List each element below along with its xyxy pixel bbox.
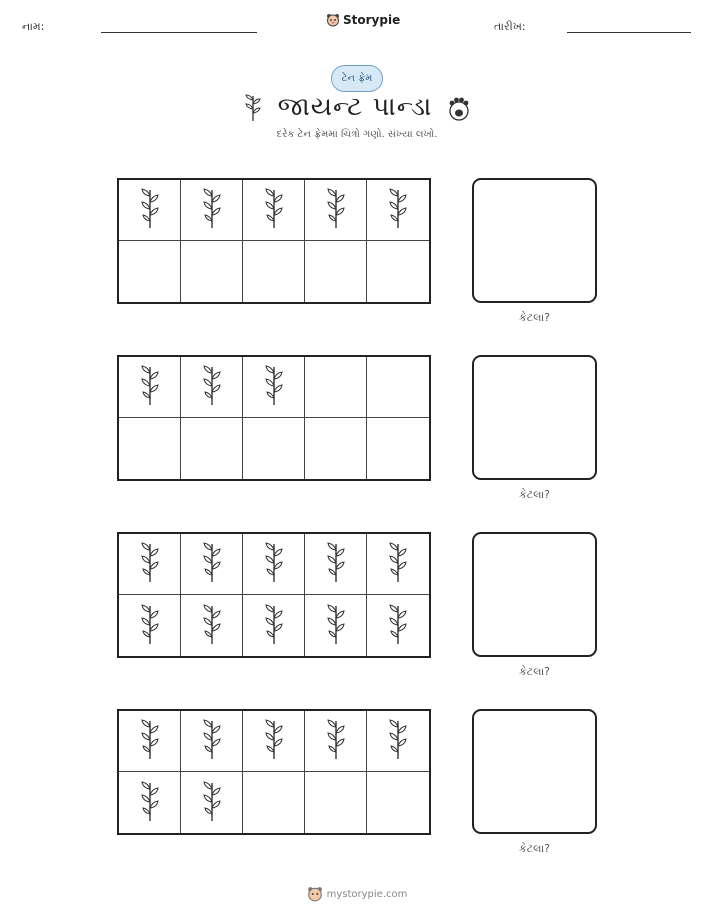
bamboo-sprout-icon <box>138 779 162 827</box>
frame-cell <box>243 711 305 772</box>
frame-cell <box>181 534 243 595</box>
brand-name: Storypie <box>343 13 401 27</box>
count-prompt: કેટલા? <box>518 488 551 501</box>
frame-cell <box>305 357 367 418</box>
bamboo-sprout-icon <box>324 602 348 650</box>
bamboo-sprout-icon <box>138 602 162 650</box>
bamboo-sprout-icon <box>200 779 224 827</box>
frame-cell <box>119 534 181 595</box>
frame-cell <box>181 595 243 656</box>
frame-cell <box>119 595 181 656</box>
bamboo-sprout-icon <box>138 717 162 765</box>
frame-cell <box>305 595 367 656</box>
frame-cell <box>243 180 305 241</box>
footer-url: mystorypie.com <box>326 888 408 900</box>
bamboo-sprout-icon <box>386 717 410 765</box>
frame-cell <box>181 357 243 418</box>
frame-cell <box>305 534 367 595</box>
frame-cell <box>181 418 243 479</box>
frame-cell <box>119 711 181 772</box>
frame-cell <box>243 772 305 833</box>
frame-cell <box>243 418 305 479</box>
frame-cell <box>367 357 429 418</box>
bamboo-sprout-icon <box>200 540 224 588</box>
frame-cell <box>119 418 181 479</box>
frame-cell <box>119 180 181 241</box>
panda-paw-icon <box>446 94 472 122</box>
bamboo-sprout-icon <box>138 540 162 588</box>
frame-cell <box>305 772 367 833</box>
frame-cell <box>367 418 429 479</box>
frame-cell <box>367 595 429 656</box>
bamboo-sprout-icon <box>200 363 224 411</box>
frame-cell <box>243 357 305 418</box>
bamboo-sprout-icon <box>262 186 286 234</box>
bamboo-icon <box>242 94 264 122</box>
answer-box[interactable] <box>472 178 597 303</box>
frame-cell <box>367 772 429 833</box>
bamboo-sprout-icon <box>200 602 224 650</box>
bamboo-sprout-icon <box>262 602 286 650</box>
frame-cell <box>305 711 367 772</box>
date-label: તારીખ: <box>494 20 526 33</box>
bamboo-sprout-icon <box>386 186 410 234</box>
frame-cell <box>243 595 305 656</box>
bamboo-sprout-icon <box>138 186 162 234</box>
frame-cell <box>305 241 367 302</box>
frame-cell <box>181 772 243 833</box>
frame-cell <box>367 180 429 241</box>
bamboo-sprout-icon <box>200 717 224 765</box>
answer-box[interactable] <box>472 709 597 834</box>
frame-cell <box>119 241 181 302</box>
name-label: નામ: <box>22 20 45 33</box>
bamboo-sprout-icon <box>138 363 162 411</box>
frame-cell <box>181 180 243 241</box>
bamboo-sprout-icon <box>386 602 410 650</box>
ten-frame <box>117 709 431 835</box>
frame-cell <box>119 772 181 833</box>
ten-frame <box>117 355 431 481</box>
bamboo-sprout-icon <box>324 717 348 765</box>
brand-logo <box>326 13 400 27</box>
ten-frame <box>117 178 431 304</box>
frame-cell <box>243 241 305 302</box>
frame-cell <box>305 180 367 241</box>
storypie-mascot-icon <box>326 13 340 27</box>
count-prompt: કેટલા? <box>518 842 551 855</box>
count-prompt: કેટલા? <box>518 665 551 678</box>
bamboo-sprout-icon <box>262 717 286 765</box>
count-prompt: કેટલા? <box>518 311 551 324</box>
storypie-mascot-icon <box>307 886 323 902</box>
instructions: દરેક ટેન ફ્રેમમાં ચિત્રો ગણો. સંખ્યા લખો. <box>276 129 438 140</box>
name-line[interactable] <box>101 32 257 33</box>
answer-box[interactable] <box>472 355 597 480</box>
footer <box>0 886 714 902</box>
bamboo-sprout-icon <box>262 540 286 588</box>
frame-cell <box>243 534 305 595</box>
frame-cell <box>367 241 429 302</box>
bamboo-sprout-icon <box>324 186 348 234</box>
frame-cell <box>367 711 429 772</box>
date-line[interactable] <box>567 32 691 33</box>
frame-cell <box>305 418 367 479</box>
answer-box[interactable] <box>472 532 597 657</box>
frame-cell <box>181 241 243 302</box>
title-row <box>0 92 714 123</box>
bamboo-sprout-icon <box>262 363 286 411</box>
frame-cell <box>367 534 429 595</box>
worksheet-tag: ટેન ફ્રેમ <box>331 65 383 92</box>
frame-cell <box>181 711 243 772</box>
bamboo-sprout-icon <box>200 186 224 234</box>
ten-frame <box>117 532 431 658</box>
bamboo-sprout-icon <box>324 540 348 588</box>
bamboo-sprout-icon <box>386 540 410 588</box>
frame-cell <box>119 357 181 418</box>
page-title: જાયન્ટ પાન્ડા <box>277 92 433 122</box>
